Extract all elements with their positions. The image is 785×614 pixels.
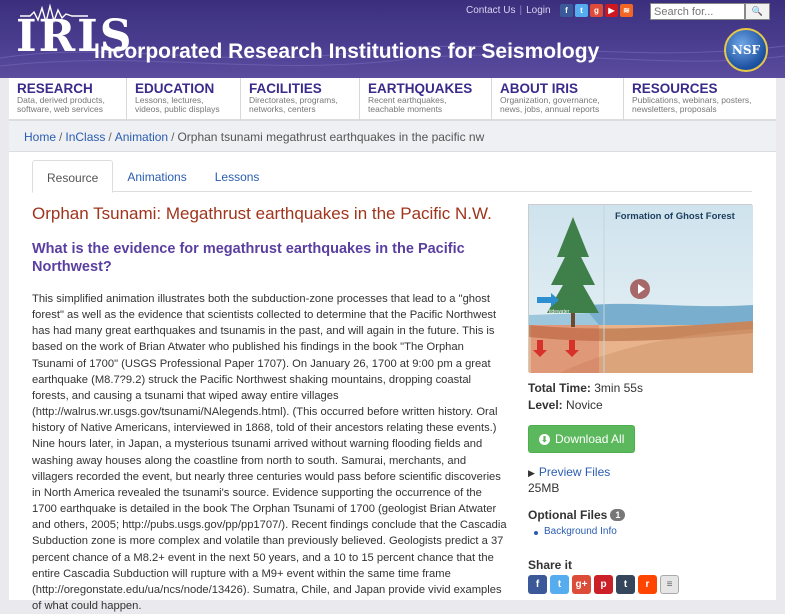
breadcrumb bbox=[9, 120, 776, 152]
question-heading: What is the evidence for megathrust earthquakes in the Pacific Northwest? bbox=[32, 241, 465, 275]
login-link[interactable]: Login bbox=[526, 5, 551, 16]
nav-subtitle: newsletters, proposals bbox=[632, 104, 717, 114]
nav-title: FACILITIES bbox=[249, 81, 322, 96]
total-time-label: Total Time: bbox=[528, 381, 591, 395]
resource-tabs bbox=[32, 160, 752, 192]
resource-meta bbox=[528, 380, 752, 414]
nav-item-resources[interactable] bbox=[624, 78, 776, 120]
level-label: Level: bbox=[528, 398, 563, 412]
iris-logo[interactable]: IRIS bbox=[16, 11, 134, 62]
youtube-icon[interactable]: ▶ bbox=[605, 4, 618, 17]
content-area bbox=[9, 152, 776, 612]
breadcrumb-separator: / bbox=[59, 130, 63, 144]
site-header bbox=[0, 0, 785, 78]
tab-resource[interactable]: Resource bbox=[32, 160, 113, 193]
search-icon: 🔍 bbox=[751, 6, 764, 16]
nav-subtitle: software, web services bbox=[17, 104, 103, 114]
nav-subtitle: videos, public displays bbox=[135, 104, 220, 114]
tumblr-icon[interactable]: t bbox=[616, 575, 635, 594]
nsf-logo[interactable]: NSF bbox=[724, 28, 768, 72]
total-time bbox=[528, 380, 752, 397]
facebook-icon[interactable]: f bbox=[528, 575, 547, 594]
breadcrumb-current: Orphan tsunami megathrust earthquakes in the pacific nw bbox=[177, 130, 485, 144]
background-info-link[interactable]: Background Info bbox=[528, 526, 752, 537]
file-size: 25MB bbox=[528, 481, 560, 495]
nav-item-research[interactable] bbox=[9, 78, 127, 120]
resource-sidebar bbox=[528, 204, 752, 594]
breadcrumb-separator: / bbox=[108, 130, 112, 144]
nav-title: EDUCATION bbox=[135, 81, 215, 96]
share-heading: Share it bbox=[528, 558, 573, 572]
nav-subtitle: news, jobs, annual reports bbox=[500, 104, 600, 114]
nav-title: ABOUT IRIS bbox=[500, 81, 579, 96]
nav-item-facilities[interactable] bbox=[241, 78, 360, 120]
breadcrumb-inclass[interactable]: InClass bbox=[65, 130, 106, 144]
download-icon: ⬇ bbox=[539, 434, 550, 445]
search-input[interactable] bbox=[650, 3, 745, 20]
main-nav bbox=[9, 78, 776, 120]
share-buttons bbox=[528, 575, 752, 594]
optional-files-count: 1 bbox=[610, 509, 625, 521]
description-text: This simplified animation illustrates both the subduction-zone processes that lead to a "ghost forest" as well as the evidence that scientists collected to determine that the Pacific Northwest has had many great earthquakes and tsunamis in the past, and will again in the future. This is based on the work of Brian Atwater who published his findings in the book "The Orphan Tsunami of 1700" (USGS Professional Paper 1707). On January 26, 1700 at 9:00 pm a great earthquake (M8.7?9.2) struck the Pacific Northwest shaking mountains, dropping coastal forests, and causing a tsunami that wiped away entire villages (http://walrus.wr.usgs.gov/tsunami/NAlegends.html). (This occurred before written history. Oral history of Native Americans, interviewed in 1868, told of their ancestors relating these events.) Nine hours later, in Japan, a mysterious tsunami arrived without warning flooding fields and washing away houses along the coastline from north to south. Samurai, merchants, and villagers recorded the event, but nearly three centuries would pass before scientific discoveries in North America revealed the tsunami's source. Evidence supporting the occurrence of the 1700 earthquake is detailed in the book The Orphan Tsunami of 1700 (geologist Brian Atwater and others, 2005; http://pubs.usgs.gov/pp/pp1707/). Recent findings conclude that the Cascadia Subduction zone is more complex and volatile than previously believed. Geologists predict a 37 percent chance of a M8.2+ event in the next 50 years, and a 10 to 15 percent chance that the entire Cascadia Subduction will rupture with a M9+ event within the same time frame (http://oregonstate.edu/ua/ncs/node/13426). Sumatra, Chile, and Japan provide vivid examples of what could happen. bbox=[32, 293, 507, 612]
rss-icon[interactable]: ≋ bbox=[620, 4, 633, 17]
page-title: Orphan Tsunami: Megathrust earthquakes in the Pacific N.W. bbox=[32, 204, 492, 223]
google-plus-icon[interactable]: g+ bbox=[572, 575, 591, 594]
level-value: Novice bbox=[566, 398, 603, 412]
level bbox=[528, 397, 752, 414]
play-icon[interactable] bbox=[630, 279, 650, 299]
twitter-icon[interactable]: t bbox=[550, 575, 569, 594]
preview-files-label: Preview Files bbox=[538, 465, 611, 479]
nav-subtitle: Publications, webinars, posters, bbox=[632, 95, 752, 105]
search-button[interactable] bbox=[745, 3, 770, 20]
preview-files-toggle[interactable] bbox=[528, 465, 752, 479]
download-all-button[interactable] bbox=[528, 425, 635, 453]
nav-title: RESEARCH bbox=[17, 81, 93, 96]
nav-subtitle: Directorates, programs, bbox=[249, 95, 338, 105]
caret-right-icon: ▶ bbox=[528, 468, 535, 478]
reddit-icon[interactable]: r bbox=[638, 575, 657, 594]
thumbnail-label: tidewater bbox=[549, 309, 570, 315]
google-plus-icon[interactable]: g bbox=[590, 4, 603, 17]
pinterest-icon[interactable]: p bbox=[594, 575, 613, 594]
site-title[interactable]: Incorporated Research Institutions for Seismology bbox=[94, 40, 600, 63]
search-box bbox=[650, 3, 770, 20]
social-links-top bbox=[560, 4, 633, 17]
contact-link[interactable]: Contact Us bbox=[466, 5, 516, 16]
nav-title: RESOURCES bbox=[632, 81, 718, 96]
optional-files-label: Optional Files bbox=[528, 508, 608, 522]
nav-item-about[interactable] bbox=[492, 78, 624, 120]
total-time-value: 3min 55s bbox=[594, 381, 643, 395]
top-links bbox=[466, 5, 551, 16]
nav-item-earthquakes[interactable] bbox=[360, 78, 492, 120]
nav-subtitle: networks, centers bbox=[249, 104, 316, 114]
download-label: Download All bbox=[555, 432, 625, 446]
breadcrumb-home[interactable]: Home bbox=[24, 130, 57, 144]
breadcrumb-separator: / bbox=[171, 130, 175, 144]
optional-files-heading bbox=[528, 508, 752, 522]
thumbnail-title: Formation of Ghost Forest bbox=[615, 211, 735, 222]
animation-thumbnail[interactable] bbox=[528, 204, 752, 372]
breadcrumb-animation[interactable]: Animation bbox=[114, 130, 169, 144]
nav-subtitle: Organization, governance, bbox=[500, 95, 600, 105]
top-links-separator: | bbox=[519, 5, 523, 16]
tab-animations[interactable]: Animations bbox=[127, 170, 187, 184]
facebook-icon[interactable]: f bbox=[560, 4, 573, 17]
nav-title: EARTHQUAKES bbox=[368, 81, 473, 96]
nav-subtitle: teachable moments bbox=[368, 104, 443, 114]
nav-subtitle: Recent earthquakes, bbox=[368, 95, 447, 105]
nav-subtitle: Lessons, lectures, bbox=[135, 95, 204, 105]
twitter-icon[interactable]: t bbox=[575, 4, 588, 17]
tab-lessons[interactable]: Lessons bbox=[214, 170, 260, 184]
nav-item-education[interactable] bbox=[127, 78, 241, 120]
email-icon[interactable]: ≡ bbox=[660, 575, 679, 594]
nav-subtitle: Data, derived products, bbox=[17, 95, 105, 105]
